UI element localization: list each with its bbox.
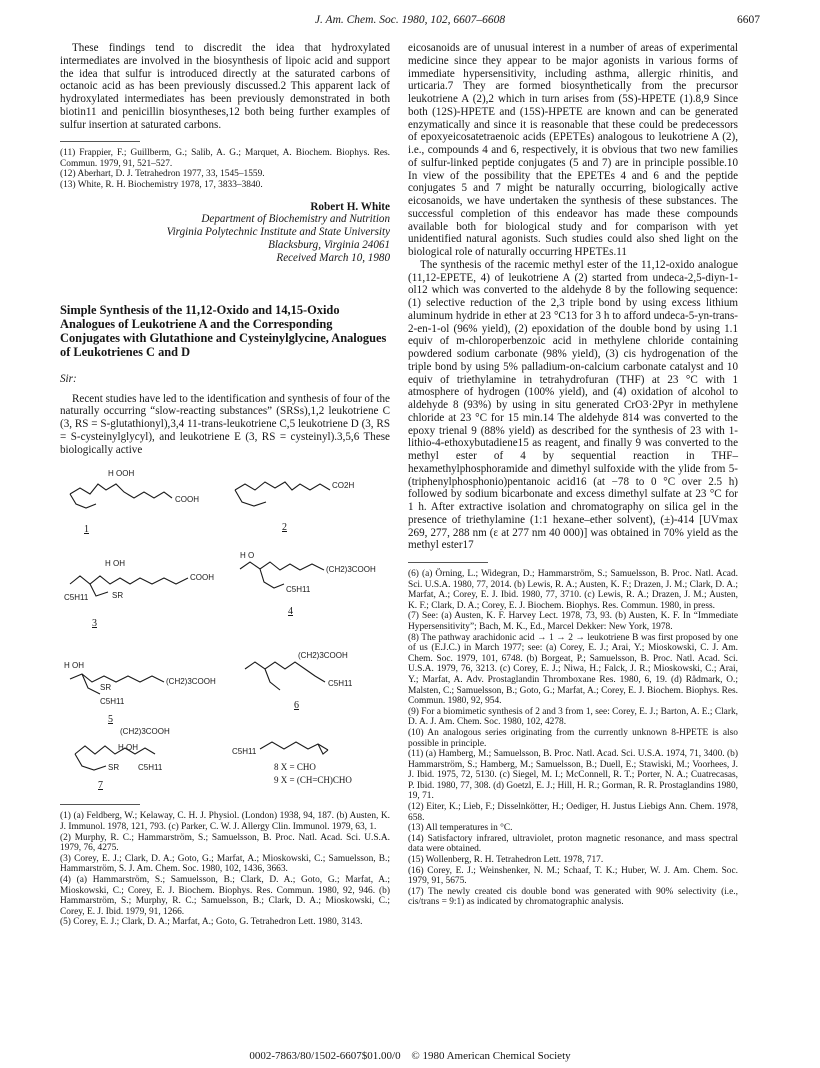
structure-label-3: 3 (92, 618, 97, 630)
footer-copyright: © 1980 American Chemical Society (411, 1050, 571, 1062)
page-footer (0, 1050, 820, 1062)
footnote-rule (60, 804, 140, 805)
reference: (12) Aberhart, D. J. Tetrahedron 1977, 33, 1545–1559. (60, 169, 265, 180)
references-bottom (60, 811, 390, 928)
c5h11-label-4: C5H11 (286, 585, 311, 595)
hoh-label-7: H OH (118, 743, 138, 753)
reference: (12) Eiter, K.; Lieb, F.; Disselnkötter, H.; Oediger, H. Justus Liebigs Ann. Chem. 1978, 658. (408, 802, 738, 823)
address-line: Virginia Polytechnic Institute and State University (166, 225, 390, 238)
structures-svg (60, 464, 390, 794)
c5h11-label-7: C5H11 (138, 763, 163, 773)
article-title: Simple Synthesis of the 11,12-Oxido and 14,15-Oxido Analogues of Leukotriene A and the Corresponding Conjugates with Glutathione and Cysteinylglycine, Analogues of Leukotrienes C and D (60, 302, 387, 359)
reference: (11) Frappier, F.; Guillberm, G.; Salib, A. G.; Marquet, A. Biochem. Biophys. Res. Commun. 1979, 91, 521–527. (60, 148, 390, 169)
sr-label-3: SR (112, 591, 124, 601)
co2h-label: CO2H (332, 481, 355, 491)
address-line: Department of Biochemistry and Nutrition (201, 212, 390, 225)
c5h11-label-5: C5H11 (100, 697, 125, 707)
structure-8-9 (260, 742, 328, 750)
reference: (8) The pathway arachidonic acid → 1 → 2 → leukotriene B was first proposed by one of us (E.J.C.) in March 1977; see: (a) Corey, E. J.; Arai, Y.; Mioskowski, C. J. Am. Chem. Soc. 1979, 101, 6748. (b) Borgeat, P.; Samuelsson, B. Proc. Natl. Acad. Sci. U.S.A. 1979, 76, 3213. (c) Corey, E. J.; Niwa, H.; Falck, J. R.; Mioskowski, C.; Arai, Y.; Marfat, A. Adv. Prostaglandin Thromboxane Res. 1980, 6, 19. (d) Rådmark, O.; Malsten, C.; Samuelsson, B.; Goto, G.; Marfat, A.; Corey, E. J. Biochem. Biophys. Res. Commun. 1980, 92, 954. (408, 632, 738, 707)
intro-paragraph: These findings tend to discredit the idea that hydroxylated intermediates are involved in the biosynthesis of lipoic acid and support the idea that sulfur is introduced directly at the saturated carbons of octanoic acid as has been previously discussed.2 This apparent lack of hydroxylated intermediates has been previously demonstrated in both biotin11 and penicillin biosyntheses,12 both being further examples of sulfur insertion at saturated carbons. (60, 42, 390, 131)
structure-label-8: 8 X = CHO (274, 762, 316, 773)
structure-1 (70, 484, 172, 498)
reference: (10) An analogous series originating from the currently unknown 8-HPETE is also possible in principle. (408, 727, 738, 749)
left-column (60, 42, 390, 928)
structure-4 (240, 562, 324, 570)
chemical-structures (60, 464, 390, 794)
address-line: Blacksburg, Virginia 24061 (268, 238, 390, 251)
body-paragraph: Recent studies have led to the identification and synthesis of four of the naturally occurring “slow-reacting substances” (SRSs),1,2 leukotriene C (3, RS = S-glutathionyl),3,4 11-trans-leukotriene C,5 leukotriene D (3, RS = S-cysteinylglycyl), and leukotriene E (3, RS = cysteinyl).3,5,6 These biologically active (60, 392, 390, 456)
reference: (3) Corey, E. J.; Clark, D. A.; Goto, G.; Marfat, A.; Mioskowski, C.; Samuelsson, B.; Hammarström, S. J. Am. Chem. Soc. 1980, 102, 1436, 3663. (60, 853, 390, 875)
c5h11-label-3: C5H11 (64, 593, 89, 603)
structure-label-4: 4 (288, 606, 293, 618)
hoh-label-3: H OH (105, 559, 125, 569)
journal-citation: J. Am. Chem. Soc. 1980, 102, 6607–6608 (314, 14, 506, 26)
right-column (408, 42, 738, 908)
reference: (16) Corey, E. J.; Weinshenker, N. M.; Schaaf, T. K.; Huber, W. J. Am. Chem. Soc. 1979, 91, 5675. (408, 865, 738, 887)
structure-3 (70, 576, 188, 584)
reference: (2) Murphy, R. C.; Hammarström, S.; Samuelsson, B. Proc. Natl. Acad. Sci. U.S.A. 1979, 76, 4275. (60, 832, 390, 854)
reference: (17) The newly created cis double bond was generated with 90% selectivity (i.e., cis/trans = 9:1) as indicated by chromatographic analysis. (408, 886, 738, 908)
ch2cooh-label-6: (CH2)3COOH (298, 651, 348, 661)
c5h11-label-8: C5H11 (232, 747, 257, 757)
references-right (408, 569, 738, 908)
references-top (60, 148, 390, 190)
cooh-label-3: COOH (190, 573, 214, 583)
right-paragraph-1: eicosanoids are of unusual interest in a number of areas of experimental medicine since they appear to be major agonists in various forms of immediate hypersensitivity, including asthma, allergic rhinitis, and urticaria.7 They are formed biosynthetically from the precursor leukotriene A (2),2 which in turn arises from (5S)-HPETE (1).8,9 Since both (12S)-HPETE and (15S)-HPETE are known and can be generated enzymatically and since it is reasonable that these could be predecessors of epoxyeicosatetraenoic acids (EPETEs) analogous to leukotriene A (2), i.e., compounds 4 and 6, respectively, it is obvious that two new families of sulfur-linked peptide conjugates (5 and 7) are in principle possible.10 In view of the possibility that the EPETEs 4 and 6 and the peptide conjugates 5 and 7 might be naturally occurring, biologically active eicosanoids, we have undertaken the synthesis of these substances. The successful completion of this endeavor has made these compounds available both for biological study and for comparison with yet unidentified natural agonists. Such studies could also shed light on the biological role of naturally occurring HPETEs.11 (408, 42, 738, 258)
reference: (4) (a) Hammarström, S.; Samuelsson, B.; Clark, D. A.; Goto, G.; Marfat, A.; Mioskowski, C.; Corey, E. J. Biochem. Biophys. Res. Commun. 1980, 92, 946. (b) Hammarström, S.; Murphy, R. C.; Samuelsson, B.; Clark, D. A.; Mioskowski, C.; Corey, E. J. Ibid. 1979, 91, 1266. (60, 874, 390, 917)
structure-7 (75, 746, 155, 754)
footnote-rule (60, 141, 140, 142)
structure-label-1: 1 (84, 524, 89, 536)
sr-label-7: SR (108, 763, 120, 773)
reference: (7) See: (a) Austen, K. F. Harvey Lect. 1978, 73, 93. (b) Austen, K. F. In “Immediate Hypersensitivity”; Bach, M. K., Ed., Marcel Dekker: New York, 1978. (408, 611, 738, 632)
salutation: Sir: (60, 372, 77, 385)
reference: (6) (a) Örning, L.; Widegran, D.; Hammarström, S.; Samuelsson, B. Proc. Natl. Acad. Sci. U.S.A. 1980, 77, 2014. (b) Lewis, R. A.; Austen, K. F.; Drazen, J. M.; Clark, D. A.; Marfat, A.; Corey, E. J. Ibid. 1980, 77, 3710. (c) Lewis, R. A.; Drazen, J. M.; Austen, K. F.; Clark, D. A.; Corey, E. J. Biochem. Biophys. Res. Commun. 1980, in press. (408, 569, 738, 611)
reference: (14) Satisfactory infrared, ultraviolet, proton magnetic resonance, and mass spectral data were obtained. (408, 833, 738, 855)
ch2cooh-label-7: (CH2)3COOH (120, 727, 170, 737)
structure-6 (245, 662, 325, 682)
reference: (11) (a) Hamberg, M.; Samuelsson, B. Proc. Natl. Acad. Sci. U.S.A. 1974, 71, 3400. (b) Hammarström, S.; Hamberg, M.; Samuelsson, B.; Duell, E.; Stawiski, M.; Voorhees, J. J. Ibid. 1975, 72, 5130. (c) Siegel, M. I.; McConnell, R. T.; Porter, N. A.; Cuatrecasas, P. Ibid. 1980, 77, 308. (d) Goetzl, E. J.; Hill, H. R.; Gorman, R. R. Prostaglandins 1980, 19, 71. (408, 749, 738, 802)
structure-label-2: 2 (282, 522, 287, 534)
structure-label-6: 6 (294, 700, 299, 712)
page-header (60, 14, 760, 30)
h-o-label-4: H O (240, 551, 255, 561)
cooh-label-1: COOH (175, 495, 199, 505)
structure-2 (235, 482, 330, 490)
author-name: Robert H. White (310, 200, 390, 213)
sr-label-5: SR (100, 683, 112, 693)
reference: (9) For a biomimetic synthesis of 2 and 3 from 1, see: Corey, E. J.; Barton, A. E.; Clark, D. A. J. Am. Chem. Soc. 1980, 102, 4278. (408, 706, 738, 728)
structure-label-9: 9 X = (CH=CH)CHO (274, 775, 352, 786)
c5h11-label-6: C5H11 (328, 679, 353, 689)
h-oh-label-5: H OH (64, 661, 84, 671)
reference: (1) (a) Feldberg, W.; Kelaway, C. H. J. Physiol. (London) 1938, 94, 187. (b) Austen, K. J. Immunol. 1978, 121, 793. (c) Parker, C. W. J. Allergy Clin. Immunol. 1979, 63, 1. (60, 811, 390, 832)
received-date: Received March 10, 1980 (276, 251, 390, 264)
page-number: 6607 (737, 14, 760, 26)
reference: (13) White, R. H. Biochemistry 1978, 17, 3833–3840. (60, 180, 263, 191)
author-address (60, 213, 390, 265)
right-paragraph-2: The synthesis of the racemic methyl ester of the 11,12-oxido analogue (11,12-EPETE, 4) of leukotriene A (2) started from undeca-2,5-diyn-1-ol12 which was converted to the aldehyde 8 by the following sequence: (1) selective reduction of the 2,3 triple bond by using excess lithium aluminum hydride in ether at 23 °C13 for 3 h to afford undeca-5-yn-trans-2-en-1-ol (96% yield), (2) epoxidation of the double bond by using 1.1 equiv of m-chloroperbenzoic acid in methylene chloride containing powdered sodium carbonate (98% yield), (3) cis hydrogenation of the triple bond by using 5% palladium-on-calcium carbonate catalyst and 10 equiv of triethylamine in tetrahydrofuran (THF) at 23 °C with 1 atmosphere of hydrogen (100% yield), and (4) oxidation of alcohol to aldehyde 8 (93%) by using in situ generated CrO3·2Pyr in methylene chloride at 23 °C for 15 min.14 The aldehyde 814 was converted to the epoxy trienal 9 (88% yield) as described for the synthesis of 23 with 1-lithio-4-ethoxybutadiene15 as reagent, and finally 9 was converted to the methyl ester of 4 by sequential reaction in THF–hexamethylphosphoramide and dimethyl sulfoxide with the ylide from 5-(triphenylphosphonio)pentanoic acid16 (at −78 to 0 °C over 2.5 h) followed by sodium bicarbonate and excess dimethyl sulfate at 23 °C for 1 h. After extractive isolation and chromatography on silica gel in the presence of triethylamine (1:1 hexane–ether solvent), (±)-414 [UVmax 269, 277, 288 nm (ε at 277 nm 40 000)] was obtained in 70% yield as the methyl ester17 (408, 258, 738, 552)
structure-label-5: 5 (108, 714, 113, 726)
reference: (15) Wollenberg, R. H. Tetrahedron Lett. 1978, 717. (408, 855, 604, 866)
ch2cooh-label-5: (CH2)3COOH (166, 677, 216, 687)
ch2cooh-label-4: (CH2)3COOH (326, 565, 376, 575)
hooh-label: H OOH (108, 469, 135, 479)
footnote-rule (408, 562, 488, 563)
footer-code: 0002-7863/80/1502-6607$01.00/0 (249, 1050, 401, 1062)
reference: (13) All temperatures in °C. (408, 823, 513, 834)
structure-label-7: 7 (98, 780, 103, 792)
reference: (5) Corey, E. J.; Clark, D. A.; Marfat, A.; Goto, G. Tetrahedron Lett. 1980, 3143. (60, 917, 363, 928)
